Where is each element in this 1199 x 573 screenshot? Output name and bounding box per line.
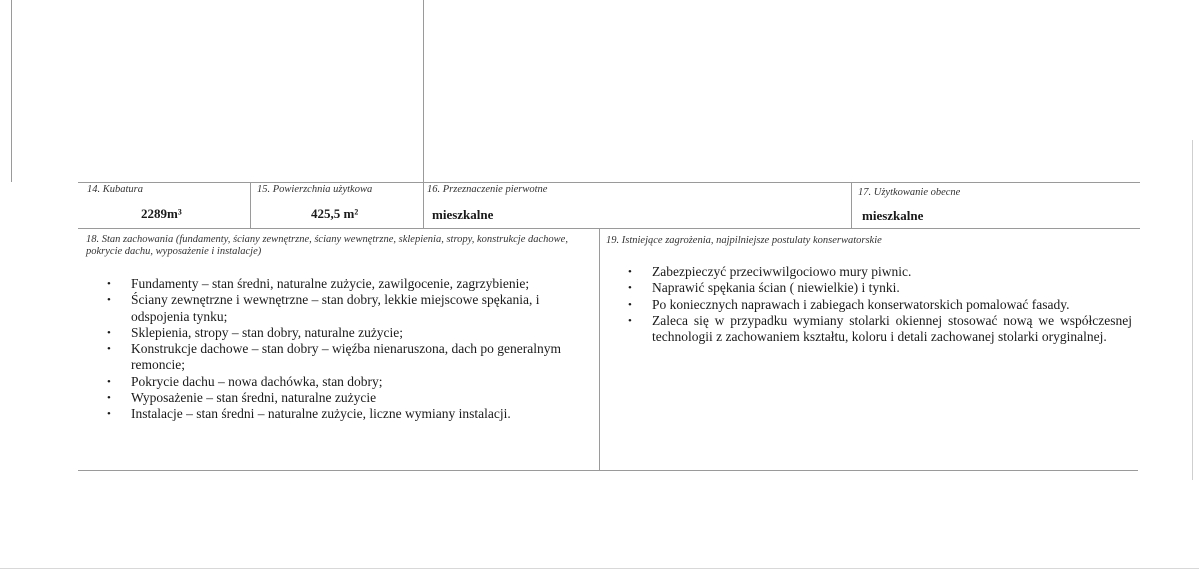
powierzchnia-label: 15. Powierzchnia użytkowa	[257, 184, 373, 195]
frame-right-border	[1192, 140, 1193, 480]
cell-divider-15-16	[423, 182, 424, 228]
stan-zachowania-list	[107, 276, 596, 423]
frame-left-border	[11, 0, 12, 182]
list-item: • Konstrukcje dachowe – stan dobry – więźba nienaruszona, dach po generalnym remoncie;	[107, 341, 561, 373]
list-item: • Pokrycie dachu – nowa dachówka, stan dobry;	[107, 373, 383, 389]
list-item: • Wyposażenie – stan średni, naturalne zużycie	[107, 390, 377, 406]
bullet-icon: •	[628, 266, 632, 278]
powierzchnia-value: 425,5 m²	[311, 206, 359, 221]
cell-divider-18-19	[599, 228, 600, 470]
list-item: • Naprawić spękania ścian ( niewielkie) i tynki.	[628, 280, 900, 296]
bullet-icon: •	[107, 408, 111, 421]
page-bottom-edge	[0, 568, 1199, 569]
stan-zachowania-label: 18. Stan zachowania (fundamenty, ściany zewnętrzne, ściany wewnętrzne, sklepienia, stropy, konstrukcje dachowe, pokrycie dachu, wyposażenie i instalacje)	[86, 234, 568, 257]
cell-divider-14-15	[250, 182, 251, 228]
list-item: • Sklepienia, stropy – stan dobry, naturalne zużycie;	[107, 324, 404, 340]
frame-divider-top	[423, 0, 424, 182]
uzytkowanie-value: mieszkalne	[862, 208, 924, 223]
list-item: • Zabezpieczyć przeciwwilgociowo mury piwnic.	[628, 264, 912, 279]
zagrozenia-list	[628, 264, 1132, 345]
bullet-icon: •	[107, 294, 111, 307]
bullet-icon: •	[628, 314, 632, 327]
bullet-icon: •	[107, 375, 111, 388]
bullet-icon: •	[107, 278, 111, 290]
row-divider-3	[78, 470, 1138, 471]
bullet-icon: •	[107, 392, 111, 405]
zagrozenia-label: 19. Istniejące zagrożenia, najpilniejsze postulaty konserwatorskie	[606, 235, 882, 246]
przeznaczenie-value: mieszkalne	[432, 207, 494, 222]
przeznaczenie-label: 16. Przeznaczenie pierwotne	[427, 184, 548, 195]
bullet-icon: •	[628, 282, 632, 295]
row-divider-1	[78, 182, 1140, 183]
list-item: • Zaleca się w przypadku wymiany stolarki okiennej stosować nową we współczesnej technologii z zachowaniem kształtu, koloru i detali zachowanej stolarki oryginalnej.	[628, 312, 1132, 345]
cell-divider-16-17	[851, 182, 852, 228]
list-item: • Instalacje – stan średni – naturalne zużycie, liczne wymiany instalacji.	[107, 406, 511, 422]
bullet-icon: •	[107, 326, 111, 339]
list-item: • Fundamenty – stan średni, naturalne zużycie, zawilgocenie, zagrzybienie;	[107, 276, 530, 291]
bullet-icon: •	[107, 343, 111, 356]
kubatura-label: 14. Kubatura	[87, 184, 144, 195]
bullet-icon: •	[628, 298, 632, 311]
list-item: • Ściany zewnętrzne i wewnętrzne – stan dobry, lekkie miejscowe spękania, i odspojenia tynku;	[107, 292, 540, 324]
kubatura-value: 2289m³	[141, 206, 182, 221]
list-item: • Po koniecznych naprawach i zabiegach konserwatorskich pomalować fasady.	[628, 296, 1070, 312]
row-divider-2	[78, 228, 1140, 229]
uzytkowanie-label: 17. Użytkowanie obecne	[858, 187, 961, 198]
